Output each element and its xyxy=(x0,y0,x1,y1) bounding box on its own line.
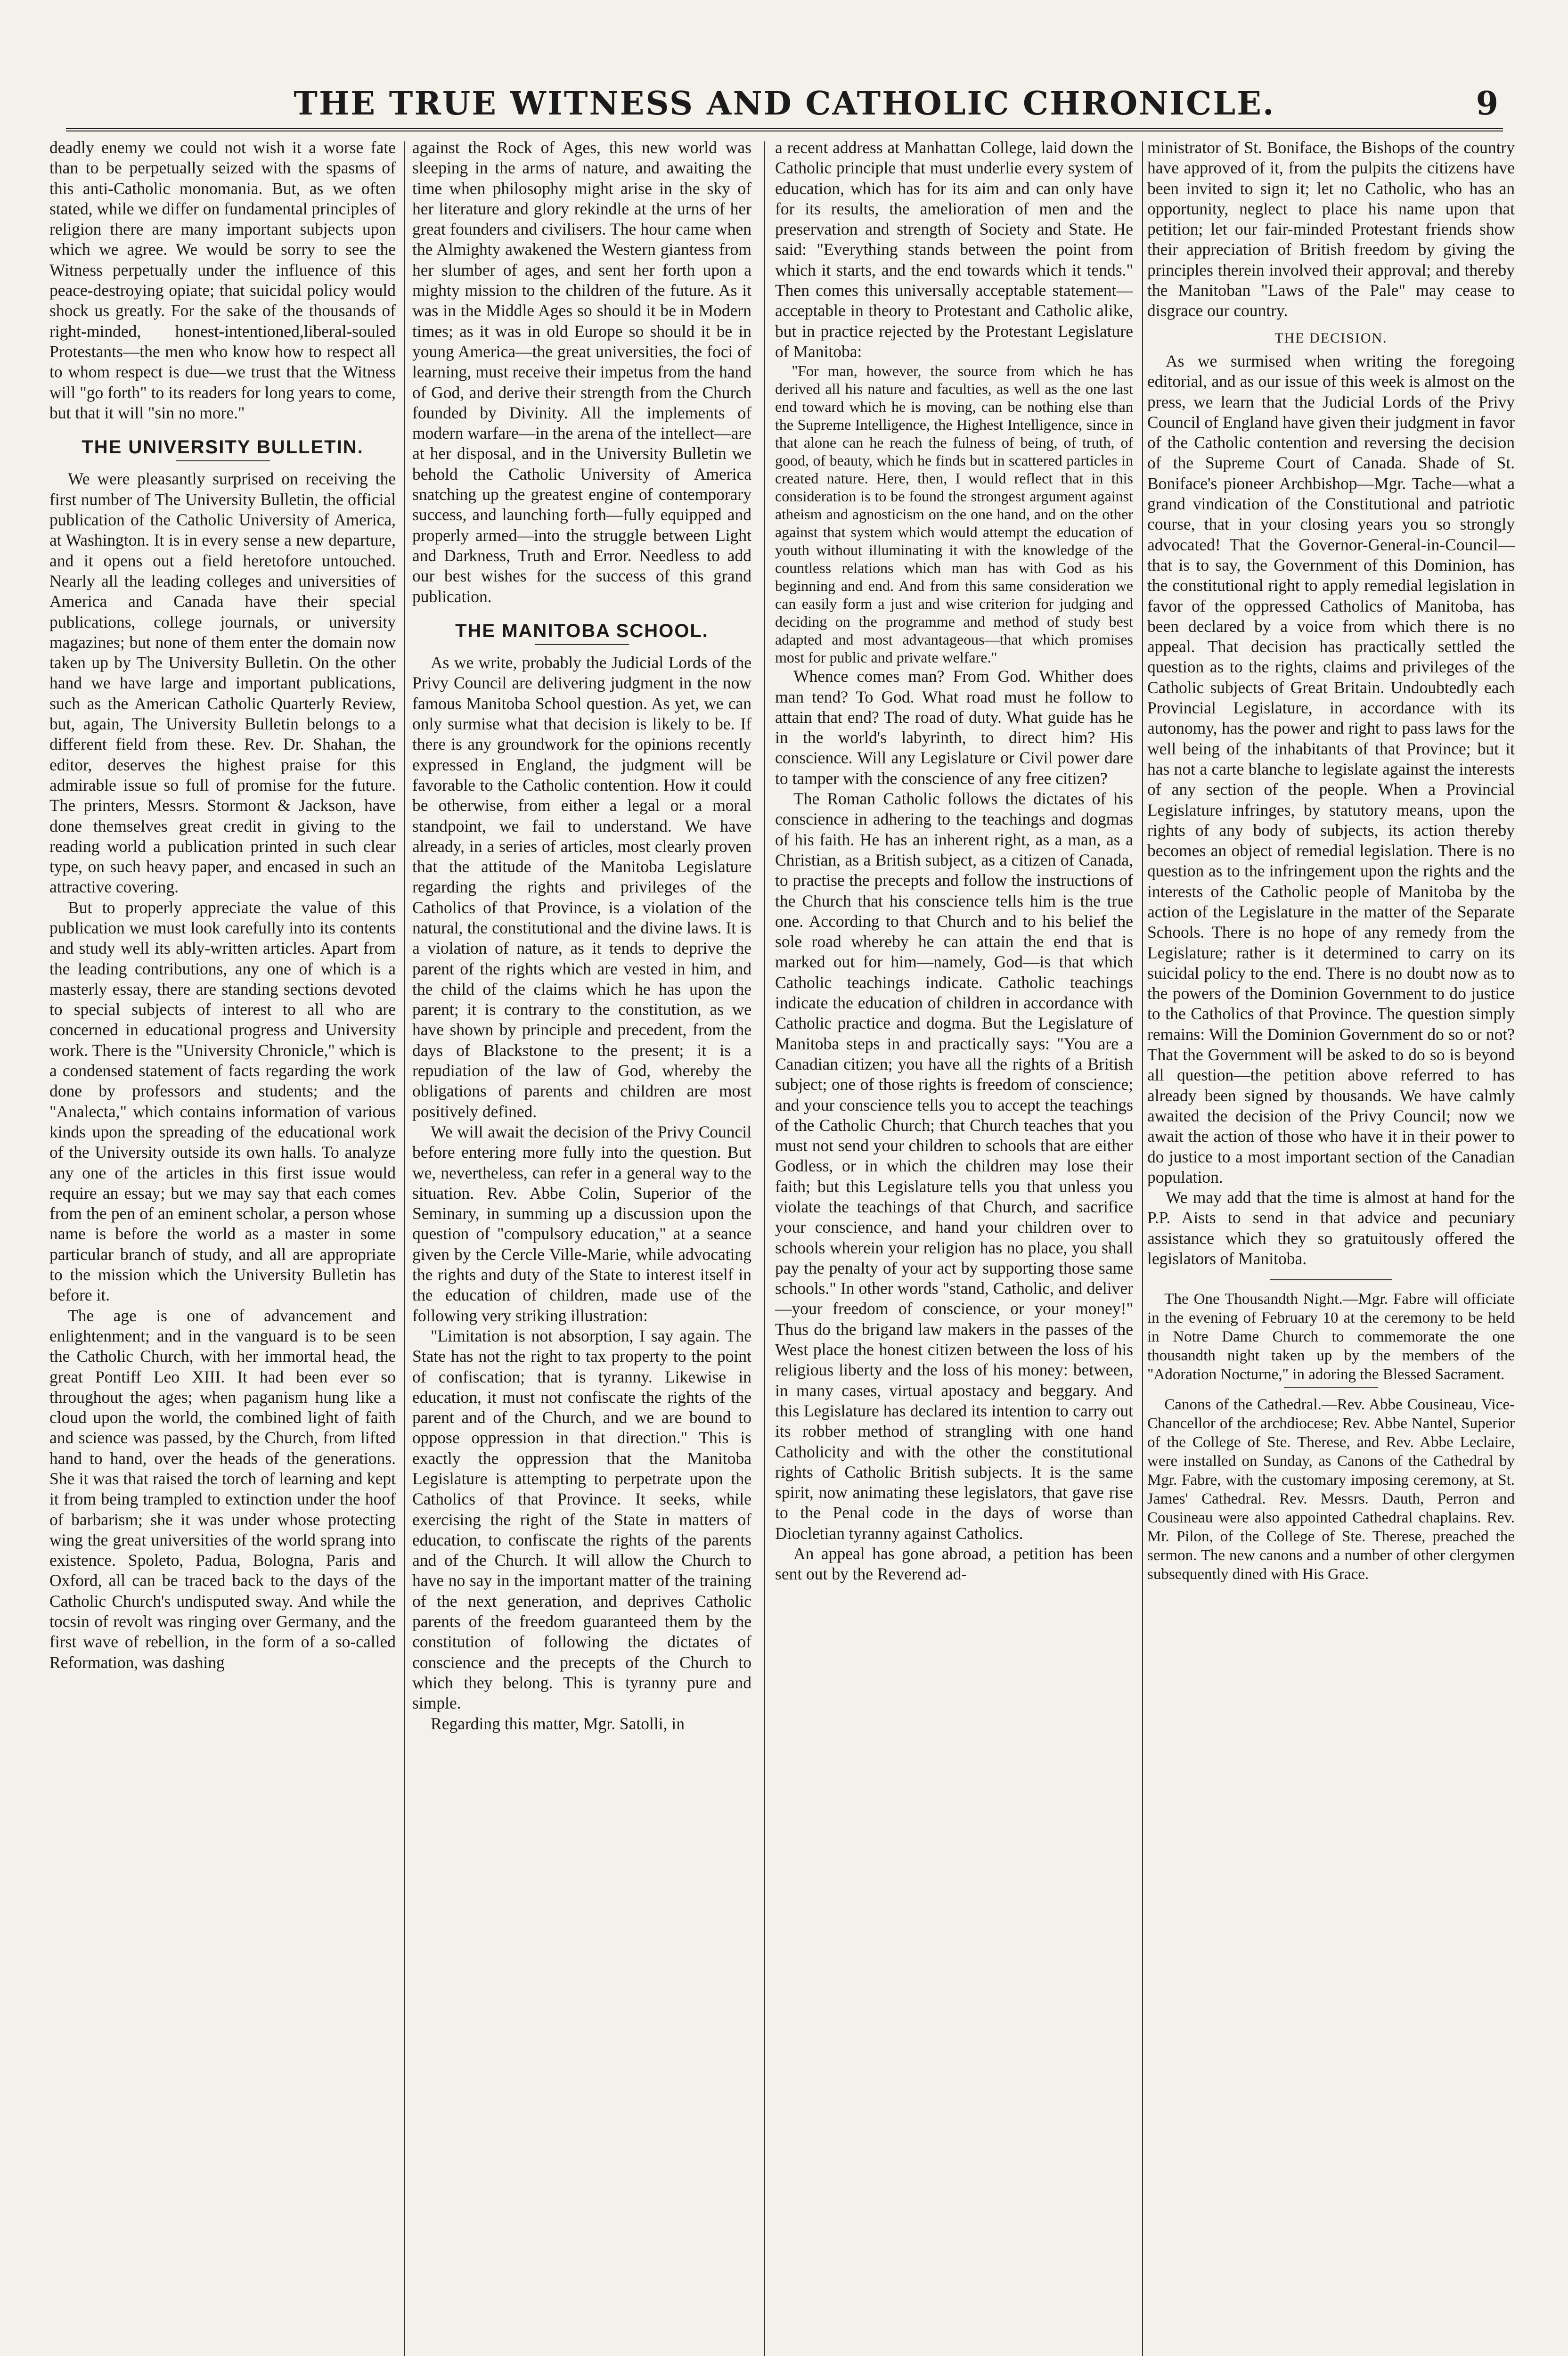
divider xyxy=(1284,1387,1378,1388)
article-heading: THE UNIVERSITY BULLETIN. xyxy=(82,437,364,458)
page-number: 9 xyxy=(1476,85,1498,123)
paragraph: ministrator of St. Boniface, the Bishops of the country have approved of it, from the pulpits the citizens have been invited to sign it; let no Catholic, who has an opportunity, neglect to place his name upon that petition; let our fair-minded Protestant friends show their appreciation of British freedom by giving the principles therein involved their approval; and thereby the Manitoban "Laws of the Pale" may cease to disgrace our country. xyxy=(1147,138,1515,320)
paragraph: The age is one of advancement and enlightenment; and in the vanguard is to be seen the Catholic Church, with her immortal head, the great Pontiff Leo XIII. It had been ever so throughout the ages; when paganism hung like a cloud upon the world, the combined light of faith and science was passed, by the Church, from lifted hand to hand, over the heads of the generations. She it was that raised the torch of learning and kept it from being trampled to extinction under the hoof of barbarism; she it was under whose protecting wing the great universities of the world sprang into existence. Spoleto, Padua, Bologna, Paris and Oxford, all can be traced back to the days of the Catholic Church's undisputed sway. And while the tocsin of revolt was ringing over Germany, and the first wave of rebellion, in the form of a so-called Reformation, was dashing xyxy=(49,1306,396,1672)
divider xyxy=(176,460,270,461)
paragraph: against the Rock of Ages, this new world was sleeping in the arms of nature, and awaiting the time when philosophy might arise in the sky of her literature and glory rekindle at the urns of her great founders and civilisers. The hour came when the Almighty awakened the Western giantess from her slumber of ages, and sent her forth upon a mighty mission to the children of the future. As it was in the Middle Ages so should it be in Modern times; as it was in old Europe so should it be in young America—the great universities, the foci of learning, must receive their impetus from the hand of God, and derive their strength from the Church founded by Divinity. All the implements of modern warfare—in the arena of the intellect—are at her disposal, and in the University Bulletin we behold the Catholic University of America snatching up the greatest engine of contemporary success, and launching forth—fully equipped and properly armed—into the struggle between Light and Darkness, Truth and Error. Needless to add our best wishes for the success of this grand publication. xyxy=(412,138,751,606)
paragraph: a recent address at Manhattan College, laid down the Catholic principle that must underlie every system of education, which has for its aim and can only have for its results, the amelioration of men and the preservation and strength of Society and State. He said: "Everything stands between the point from which it starts, and the end towards which it tends." Then comes this universally acceptable statement—acceptable in theory to Protestant and Catholic alike, but in practice rejected by the Protestant Legislature of Manitoba: xyxy=(775,138,1133,361)
page-columns xyxy=(49,138,1515,2356)
masthead xyxy=(66,85,1503,127)
section-subheading: THE DECISION. xyxy=(1274,330,1388,346)
newspaper-title: THE TRUE WITNESS AND CATHOLIC CHRONICLE. xyxy=(294,85,1275,123)
column-4 xyxy=(1147,138,1515,2356)
article-heading: THE MANITOBA SCHOOL. xyxy=(455,620,709,641)
paragraph: Whence comes man? From God. Whither does man tend? To God. What road must he follow to attain that end? The road of duty. What guide has he in the world's labyrinth, to direct him? His conscience. Will any Legislature or Civil power dare to tamper with the conscience of any free citizen? xyxy=(775,667,1133,788)
paragraph: But to properly appreciate the value of this publication we must look carefully into its contents and study well its ably-written articles. Apart from the leading contributions, any one of which is a masterly essay, there are standing sections devoted to special subjects of interest to all who are concerned in educational progress and University work. There is the "University Chronicle," which is a condensed statement of facts regarding the work done by professors and students; and the "Analecta," which contains information of various kinds upon the spreading of the educational work of the University outside its own halls. To analyze any one of the articles in this first issue would require an essay; but we may say that each comes from the pen of an eminent scholar, a person whose name is before the world as a master in some particular branch of study, and all are appropriate to the mission which the University Bulletin has before it. xyxy=(49,898,396,1305)
news-item: Canons of the Cathedral.—Rev. Abbe Cousineau, Vice-Chancellor of the archdiocese; Rev. Abbe Nantel, Superior of the College of Ste. Therese, and Rev. Abbe Leclaire, were installed on Sunday, as Canons of the Cathedral by Mgr. Fabre, with the customary imposing ceremony, at St. James' Cathedral. Rev. Messrs. Dauth, Perron and Cousineau were also appointed Cathedral chaplains. Rev. Mr. Pilon, of the College of Ste. Therese, preached the sermon. The new canons and a number of other clergymen subsequently dined with His Grace. xyxy=(1147,1396,1515,1583)
column-1 xyxy=(49,138,396,2356)
paragraph: deadly enemy we could not wish it a worse fate than to be perpetually seized with the spasms of this anti-Catholic monomania. But, as we often stated, while we differ on fundamental principles of religion there are many important subjects upon which we agree. We would be sorry to see the Witness perpetually under the influence of this peace-destroying opiate; that suicidal policy would shock us greatly. For the sake of the thousands of right-minded, honest-intentioned,liberal-souled Protestants—the men who know how to respect all to whom respect is due—we trust that the Witness will "go forth" to its readers for long years to come, but that it will "sin no more." xyxy=(49,138,396,422)
divider xyxy=(1270,1279,1392,1281)
paragraph: We may add that the time is almost at hand for the P.P. Aists to send in that advice and pecuniary assistance which they so gratuitously offered the legislators of Manitoba. xyxy=(1147,1188,1515,1268)
paragraph: The Roman Catholic follows the dictates of his conscience in adhering to the teachings and dogmas of his faith. He has an inherent right, as a man, as a Christian, as a British subject, as a citizen of Canada, to practise the precepts and follow the instructions of the Church that his conscience tells him is the true one. According to that Church and to his belief the sole road whereby he can attain the end that is marked out for him—namely, God—is that which Catholic teachings indicate. Catholic teachings indicate the education of children in accordance with Catholic practice and dogma. But the Legislature of Manitoba steps in and practically says: "You are a Canadian citizen; you have all the rights of a British subject; one of those rights is freedom of conscience; and your conscience tells you to accept the teachings of the Catholic Church; that Church teaches that you must not send your children to schools that are either Godless, or in which the children may lose their faith; but this Legislature tells you that unless you violate the teachings of that Church, and sacrifice your conscience, and hand your children over to schools wherein your religion has no place, you shall pay the penalty of your act by supporting those same schools." In other words "stand, Catholic, and deliver—your freedom of conscience, or your money!" Thus do the brigand law makers in the passes of the West place the honest citizen between the loss of his religious liberty and the loss of his money: between, in many cases, virtual apostacy and beggary. And this Legislature has declared its intention to carry out its robber method of strangling with one hand Catholicity and with the other the constitutional rights of Catholic British subjects. It is the same spirit, now animating these legislators, that gave rise to the Penal code in the days of worse than Diocletian tyranny against Catholics. xyxy=(775,789,1133,1543)
block-quote: "For man, however, the source from which he has derived all his nature and faculties, as well as the one last end toward which he is moving, can be nothing else than the Supreme Intelligence, the Highest Intelligence, since in that alone can he reach the fulness of being, of truth, of good, of beauty, which he finds but in scattered particles in created nature. Here, then, I would reflect that in this consideration is to be found the strongest argument against atheism and agnosticism on the one hand, and on the other against that system which would attempt the education of youth without illuminating it with the knowledge of the countless relations which man has with God as his beginning and end. And from this same consideration we can easily form a just and wise criterion for judging and deciding on the programme and method of study best adapted and most advantageous—that which promises most for public and private welfare." xyxy=(775,362,1133,666)
divider xyxy=(535,644,629,645)
paragraph: As we surmised when writing the foregoing editorial, and as our issue of this week is almost on the press, we learn that the Judicial Lords of the Privy Council of England have given their judgment in favor of the Catholic contention and reversing the decision of the Supreme Court of Canada. Shade of St. Boniface's pioneer Archbishop—Mgr. Tache—what a grand vindication of the Constitutional and patriotic course, that in your closing years you so strongly advocated! That the Governor-General-in-Council—that is to say, the Government of this Dominion, has the constitutional right to apply remedial legislation in favor of the oppressed Catholics of Manitoba, has been declared by a voice from which there is no appeal. That decision has practically settled the question as to the rights, claims and privileges of the Catholic subjects of Great Britain. Undoubtedly each Provincial Legislature, in accordance with its autonomy, has the power and right to pass laws for the well being of the inhabitants of that Province; but it has not a carte blanche to legislate against the interests of any section of the people. When a Provincial Legislature infringes, by statutory means, upon the rights of any body of subjects, its action thereby becomes an object of remedial legislation. There is no question as to the infringement upon the rights and the interests of the Catholic people of Manitoba by the action of the Legislature in the matter of the Separate Schools. There is no hope of any remedy from the Legislature; rather is it determined to carry on its suicidal policy to the end. There is no doubt now as to the powers of the Dominion Government to do justice to the Catholics of that Province. The question simply remains: Will the Dominion Government do so or not? That the Government will be asked to do so is beyond all question—the petition above referred to has already been signed by thousands. We have calmly awaited the decision of the Privy Council; now we await the action of those who have it in their power to do justice to a most important section of the Canadian population. xyxy=(1147,351,1515,1186)
paragraph: As we write, probably the Judicial Lords of the Privy Council are delivering judgment in the now famous Manitoba School question. As yet, we can only surmise what that decision is likely to be. If there is any groundwork for the opinions recently expressed in England, the judgment will be favorable to the Catholic contention. How it could be otherwise, from either a legal or a moral standpoint, we fail to understand. We have already, in a series of articles, most clearly proven that the attitude of the Manitoba Legislature regarding the rights and privileges of the Catholics of that Province, is a violation of the natural, the constitutional and the divine laws. It is a violation of nature, as it tends to deprive the parent of the rights which are vested in him, and the child of the claims which he has upon the parent; it is contrary to the constitution, as we have shown by principle and precedent, from the days of Blackstone to the present; it is a repudiation of the law of God, whereby the obligations of parents and children are most positively defined. xyxy=(412,653,751,1121)
masthead-rule xyxy=(66,128,1503,131)
paragraph: Regarding this matter, Mgr. Satolli, in xyxy=(431,1714,685,1733)
paragraph: "Limitation is not absorption, I say again. The State has not the right to tax property to the point of confiscation; that is tyranny. Likewise in education, it must not confiscate the rights of the parent and of the Church, and we are bound to oppose oppression in that direction." This is exactly the oppression that the Manitoba Legislature is attempting to perpetrate upon the Catholics of that Province. It seeks, while exercising the right of the State in matters of education, to confiscate the rights of the parents and of the Church. It will allow the Church to have no say in the important matter of the training of the next generation, and deprives Catholic parents of the freedom guaranteed them by the constitution of following the dictates of conscience and the precepts of the Church to which they belong. This is tyranny pure and simple. xyxy=(412,1326,751,1713)
paragraph: An appeal has gone abroad, a petition has been sent out by the Reverend ad- xyxy=(775,1544,1133,1584)
column-3 xyxy=(775,138,1133,2356)
column-2 xyxy=(412,138,751,2356)
paragraph: We will await the decision of the Privy Council before entering more fully into the question. But we, nevertheless, can refer in a general way to the situation. Rev. Abbe Colin, Superior of the Seminary, in summing up a discussion upon the question of "compulsory education," at a seance given by the Cercle Ville-Marie, while advocating the rights and duty of the State to interest itself in the education of children, made use of the following very striking illustration: xyxy=(412,1122,751,1325)
paragraph: We were pleasantly surprised on receiving the first number of The University Bulletin, the official publication of the Catholic University of America, at Washington. It is in every sense a new departure, and it opens out a field heretofore untouched. Nearly all the leading colleges and universities of America and Canada have their special publications, college journals, or university magazines; but none of them enter the domain now taken up by The University Bulletin. On the other hand we have large and important publications, such as the American Catholic Quarterly Review, but, again, The University Bulletin belongs to a different field from these. Rev. Dr. Shahan, the editor, deserves the highest praise for this admirable issue so full of promise for the future. The printers, Messrs. Stormont & Jackson, have done themselves great credit in giving to the reading world a publication printed in such clear type, on such heavy paper, and encased in such an attractive covering. xyxy=(49,469,396,897)
news-item: The One Thousandth Night.—Mgr. Fabre will officiate in the evening of February 10 at the ceremony to be held in Notre Dame Church to commemorate the one thousandth night taken up by the members of the "Adoration Nocturne," in adoring the Blessed Sacrament. xyxy=(1147,1291,1515,1383)
